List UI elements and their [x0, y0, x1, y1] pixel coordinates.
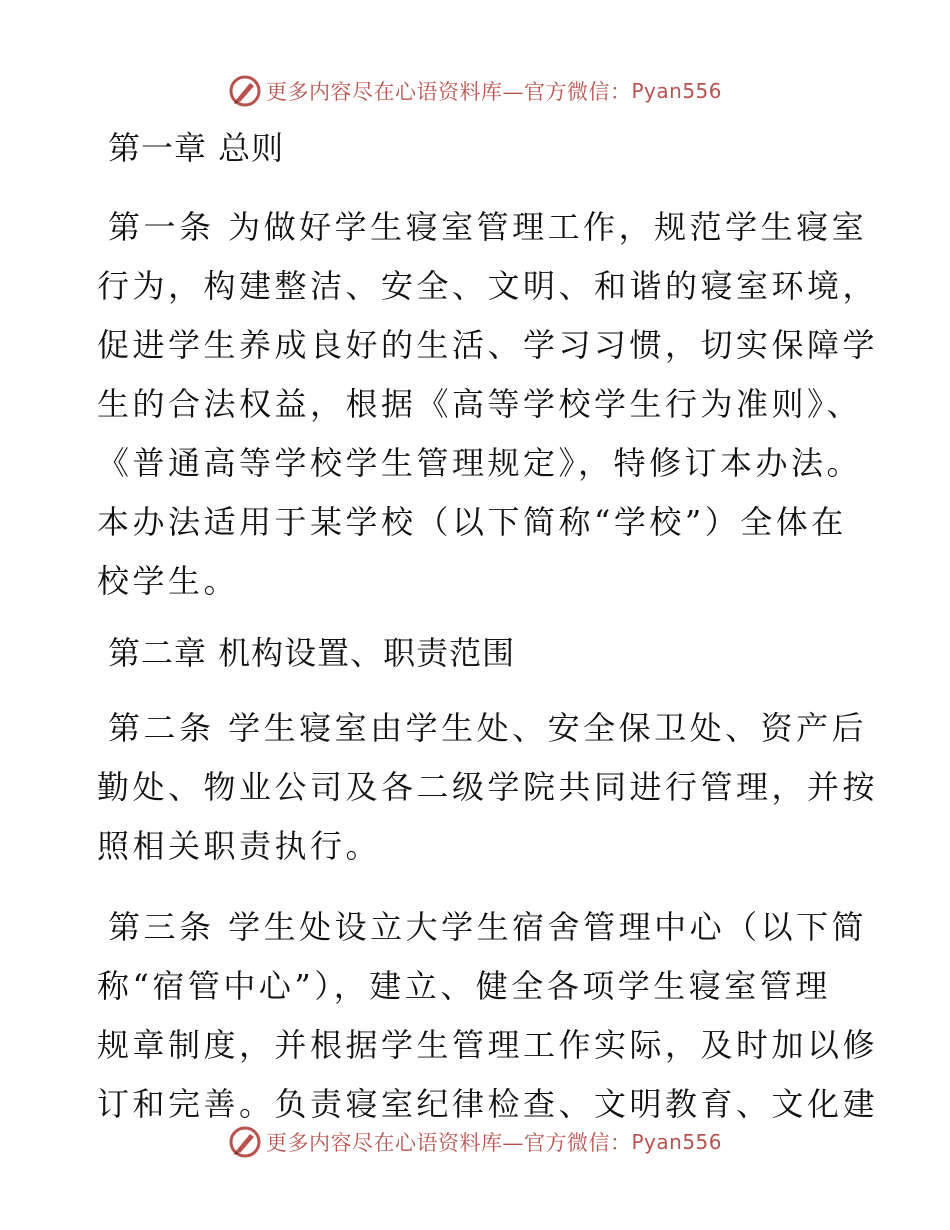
- article-1-line: 《普通高等学校学生管理规定》，特修订本办法。: [97, 444, 863, 482]
- article-1-line: 行为，构建整洁、安全、文明、和谐的寝室环境，: [97, 267, 879, 305]
- article-1-line: 本办法适用于某学校（以下简称“学校”）全体在: [97, 503, 847, 541]
- chapter-1-title: 第一章 总则: [108, 129, 285, 167]
- article-1-line: 生的合法权益，根据《高等学校学生行为准则》、: [97, 385, 863, 423]
- watermark-text: 更多内容尽在心语资料库—官方微信：: [265, 80, 632, 104]
- article-3-line: 称“宿管中心”），建立、健全各项学生寝室管理: [97, 967, 831, 1005]
- article-1-line: 促进学生养成良好的生活、学习习惯，切实保障学: [97, 326, 879, 364]
- article-2-line: 第二条 学生寝室由学生处、安全保卫处、资产后: [108, 709, 868, 747]
- chapter-2-title: 第二章 机构设置、职责范围: [108, 634, 516, 672]
- article-2: [97, 699, 879, 876]
- pen-logo-icon: [228, 74, 262, 108]
- watermark-text: 更多内容尽在心语资料库—官方微信：: [265, 1131, 632, 1155]
- watermark-wechat-id: Pyan556: [631, 79, 722, 103]
- article-3: [97, 898, 879, 1134]
- document-body: [97, 120, 879, 1134]
- article-3-line: 订和完善。负责寝室纪律检查、文明教育、文化建: [97, 1085, 879, 1123]
- footer-watermark: [0, 1125, 950, 1159]
- pen-logo-icon: [228, 1125, 262, 1159]
- article-3-line: 规章制度，并根据学生管理工作实际，及时加以修: [97, 1026, 879, 1064]
- article-3-line: 第三条 学生处设立大学生宿舍管理中心（以下简: [108, 908, 868, 946]
- header-watermark: [0, 74, 950, 108]
- article-1-line: 第一条 为做好学生寝室管理工作，规范学生寝室: [108, 208, 868, 246]
- article-1: [97, 198, 879, 611]
- article-1-line: 校学生。: [97, 562, 240, 600]
- article-2-line: 照相关职责执行。: [97, 827, 382, 865]
- watermark-wechat-id: Pyan556: [631, 1130, 722, 1154]
- article-2-line: 勤处、物业公司及各二级学院共同进行管理，并按: [97, 768, 879, 806]
